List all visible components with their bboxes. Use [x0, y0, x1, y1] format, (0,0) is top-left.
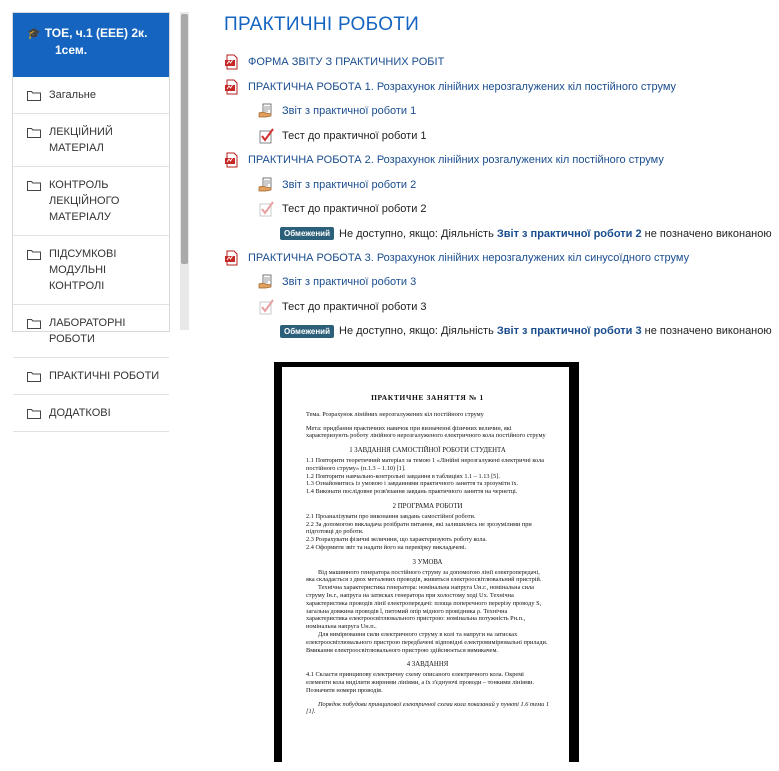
restriction-suffix: не позначено виконаною: [644, 227, 772, 240]
restriction-link[interactable]: Звіт з практичної роботи 2: [496, 227, 642, 240]
document-topic: Тема. Розрахунок лінійних нерозгалужених кіл постійного струму: [306, 410, 484, 418]
sidebar-item-label: ПІДСУМКОВІ МОДУЛЬНІ КОНТРОЛІ: [49, 248, 117, 292]
folder-icon: [27, 408, 41, 419]
activity-link[interactable]: Звіт з практичної роботи 1: [282, 105, 417, 118]
document-section-title: 3 УМОВА: [412, 558, 443, 566]
pdf-file-icon: [224, 152, 240, 168]
activity-link[interactable]: ПРАКТИЧНА РОБОТА 2. Розрахунок лінійних розгалужених кіл постійного струму: [248, 154, 664, 167]
restriction-link[interactable]: Звіт з практичної роботи 3: [496, 325, 642, 337]
activity-link[interactable]: Звіт з практичної роботи 3: [282, 276, 417, 289]
course-index-sidebar: [12, 12, 170, 419]
sidebar-item-general[interactable]: [13, 77, 169, 114]
folder-icon: [27, 249, 41, 260]
activity-quiz-restricted: [224, 197, 769, 222]
sidebar-item-label: Загальне: [49, 89, 96, 101]
sidebar-item-label: ЛЕКЦІЙНИЙ МАТЕРІАЛ: [49, 126, 113, 154]
sidebar-item-module-control[interactable]: [13, 236, 169, 305]
document-paragraph: Для вимірювання сили електричного струму в колі та напруги на затисках електроосвітлювального пристрою передбачені відповідні електровимірювальні прилади. Вмикання електроосвітлювального пристрою здійснюється вимикачем.: [306, 630, 548, 654]
document-line: 2.2 За допомогою викладача розібрати питання, які залишились не зрозумілими при підготовці до роботи.: [306, 520, 532, 536]
document-title: ПРАКТИЧНЕ ЗАНЯТТЯ № 1: [371, 393, 484, 402]
document-line: 1.3 Ознайомитись із умовою і завданнями практичного заняття та зрозуміти їх.: [306, 480, 519, 488]
folder-icon: [27, 180, 41, 191]
activity-pdf[interactable]: [224, 50, 769, 75]
document-section-title: 2 ПРОГРАМА РОБОТИ: [392, 502, 463, 510]
activity-pdf[interactable]: [224, 148, 769, 173]
document-line: 1.4 Виконати послідовне розв'язання завдань практичного заняття на чернетці.: [306, 488, 518, 496]
activity-link[interactable]: ФОРМА ЗВІТУ З ПРАКТИЧНИХ РОБІТ: [248, 56, 445, 69]
activity-assignment[interactable]: [224, 99, 769, 124]
restricted-badge: Обмежений: [280, 325, 334, 338]
pdf-file-icon: [224, 250, 240, 266]
document-footer-note: Порядок побудови принципової електричної схеми кола показаний у пункті 1.6 теми 1 [1].: [306, 700, 549, 716]
sidebar-item-label: ДОДАТКОВІ: [49, 407, 111, 419]
sidebar-scrollbar-thumb[interactable]: [181, 14, 188, 264]
scanned-document: [274, 362, 579, 762]
restriction-prefix: Не доступно, якщо: Діяльність: [339, 227, 494, 240]
folder-icon: [27, 318, 41, 329]
activity-link[interactable]: ПРАКТИЧНА РОБОТА 1. Розрахунок лінійних нерозгалужених кіл постійного струму: [248, 80, 677, 93]
document-line: 2.3 Розрахувати фізичні величини, що характеризують роботу кола.: [306, 536, 487, 544]
graduation-cap-icon: 🎓: [27, 28, 41, 40]
activity-link[interactable]: Тест до практичної роботи 1: [282, 129, 427, 142]
activity-label: Тест до практичної роботи 3: [282, 300, 427, 313]
assignment-hand-icon: [258, 274, 274, 290]
activity-quiz[interactable]: [224, 124, 769, 149]
course-title-line2: 1сем.: [55, 43, 88, 57]
activity-pdf[interactable]: [224, 75, 769, 100]
section-title: ПРАКТИЧНІ РОБОТИ: [224, 14, 420, 35]
sidebar-item-lectures[interactable]: [13, 114, 169, 167]
document-line: 1.1 Повторити теоретичний матеріал за темою 1 «Лінійні нерозгалужені електричні кола постійного струму» (п.1.3 – 1.10) [1].: [306, 456, 545, 472]
document-paragraph: Від машинного генератора постійного струму за допомогою лінії електропередачі, яка складається з двох металевих проводів, живиться електроосвітлювальний пристрій.: [306, 568, 542, 584]
course-title[interactable]: [13, 13, 169, 77]
sidebar-item-label: ПРАКТИЧНІ РОБОТИ: [49, 370, 160, 382]
pdf-file-icon: [224, 54, 240, 70]
quiz-checkmark-icon: [258, 299, 274, 315]
document-line: 1.2 Повторити навчально-контрольні завдання в таблиціях 1.1 – 1.13 [5].: [306, 472, 500, 480]
sidebar-item-practical[interactable]: [13, 358, 169, 395]
activity-link[interactable]: Звіт з практичної роботи 2: [282, 178, 417, 191]
document-goal: Мета: придбання практичних навичок при визначенні фізичних величин, які характеризують роботу лінійного нерозгалуженого електричного кола постійного струму: [306, 424, 546, 440]
quiz-checkmark-icon: [258, 201, 274, 217]
course-title-line1: ТОЕ, ч.1 (ЕЕЕ) 2к.: [44, 26, 148, 40]
sidebar-item-label: ЛАБОРАТОРНІ РОБОТИ: [49, 317, 126, 345]
activity-link[interactable]: ПРАКТИЧНА РОБОТА 3. Розрахунок лінійних нерозгалужених кіл синусоїдного струму: [248, 251, 690, 264]
pdf-file-icon: [224, 79, 240, 95]
restriction-prefix: Не доступно, якщо: Діяльність: [339, 325, 494, 337]
document-page: [282, 367, 569, 762]
activity-pdf[interactable]: [224, 246, 769, 271]
restricted-badge: Обмежений: [280, 227, 334, 240]
folder-icon: [27, 90, 41, 101]
quiz-checkmark-icon: [258, 128, 274, 144]
document-section-title: 4 ЗАВДАННЯ: [406, 661, 449, 669]
sidebar-item-label: КОНТРОЛЬ ЛЕКЦІЙНОГО МАТЕРІАЛУ: [49, 179, 120, 223]
section-content: [224, 14, 772, 343]
assignment-hand-icon: [258, 177, 274, 193]
restriction-notice: [224, 319, 772, 343]
activity-assignment[interactable]: [224, 270, 769, 295]
activity-quiz-restricted: [224, 295, 769, 320]
restriction-suffix: не позначено виконаною: [644, 325, 772, 337]
document-line: 2.4 Оформити звіт та надати його на перевірку викладачеві.: [306, 543, 467, 551]
sidebar-item-additional[interactable]: [13, 395, 169, 432]
document-paragraph: 4.1 Скласти принципову електричну схему описаного електричного кола. Окремі елементи кола виділити жирними лініями, а їх з'єднуючі проводи – тонкими лініями. Позначити номери проводів.: [306, 671, 535, 694]
sidebar-item-lecture-control[interactable]: [13, 167, 169, 236]
document-line: 2.1 Проаналізувати про виконання завдань самостійної роботи.: [306, 512, 476, 520]
folder-icon: [27, 127, 41, 138]
activity-label: Тест до практичної роботи 2: [282, 203, 427, 216]
sidebar-item-labs[interactable]: [13, 305, 169, 358]
restriction-notice: [224, 222, 772, 246]
assignment-hand-icon: [258, 103, 274, 119]
document-paragraph: Технічна характеристика генератора: номінальна напруга Uн.г., номінальна сила струму Iн.г., напруга на затисках генератора при холостому ході Uх. Технічна характеристика проводів лінії електропередачі: площа поперечного перерізу проводу S, загальна довжина проводів l, питомий опір мідного провідника ρ. Технічна характеристика електроосвітлювального пристрою: номінальна потужність Pн.п., номінальна напруга Uн.п..: [306, 584, 542, 631]
document-section-title: 1 ЗАВДАННЯ САМОСТІЙНОЇ РОБОТИ СТУДЕНТА: [349, 447, 506, 455]
folder-icon: [27, 371, 41, 382]
activity-assignment[interactable]: [224, 173, 769, 198]
